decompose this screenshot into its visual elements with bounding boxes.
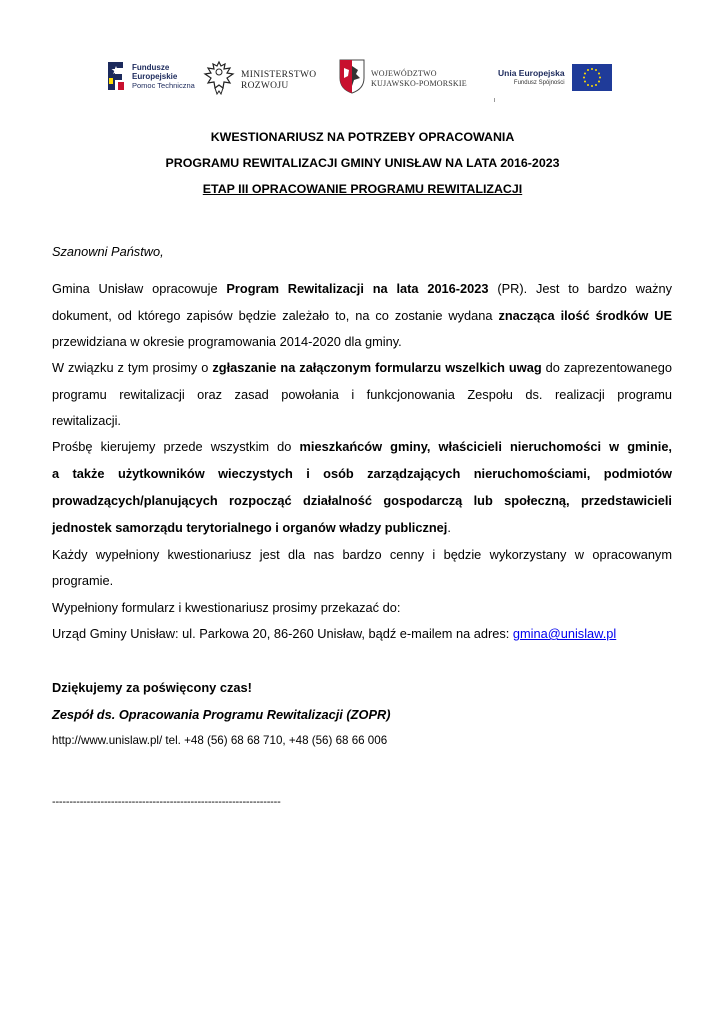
contact-line: http://www.unislaw.pl/ tel. +48 (56) 68 68 710, +48 (56) 68 66 006 [52,734,388,747]
fe-line3: Pomoc Techniczna [132,80,195,90]
fe-star-icon [106,60,126,92]
small-mark [494,98,495,102]
p2-line-2: programu rewitalizacji oraz zasad powołania i funkcjonowania Zespołu ds. realizacji programu [52,387,672,402]
fundusze-europejskie-logo [106,60,195,92]
thanks-line: Dziękujemy za poświęcony czas! [52,680,252,695]
p6-line [52,626,672,641]
p2-line-3: rewitalizacji. [52,413,121,428]
region-line1: WOJEWÓDZTWO [371,68,437,78]
p3-highlight-4: jednostek samorządu terytorialnego i organów władzy publicznej [52,520,448,535]
ministry-line1: MINISTERSTWO [241,69,317,80]
greeting: Szanowni Państwo, [52,244,164,259]
p3-highlight-1: mieszkańców gminy, właścicieli nieruchomości w gminie, [299,439,672,454]
email-link[interactable]: gmina@unislaw.pl [512,626,617,641]
separator-line: ------------------------------------------------------------------ [52,796,281,808]
team-signature: Zespół ds. Opracowania Programu Rewitalizacji (ZOPR) [52,707,391,722]
title-line-3: ETAP III OPRACOWANIE PROGRAMU REWITALIZACJI [202,182,523,196]
title-line-1: KWESTIONARIUSZ NA POTRZEBY OPRACOWANIA [210,130,515,144]
p6-address: Urząd Gminy Unisław: ul. Parkowa 20, 86-260 Unisław, bądź e-mailem na adres: [52,626,513,641]
p2-text-a: W związku z tym prosimy o [52,360,213,375]
eagle-emblem-icon [203,58,235,103]
p3-line-1 [52,439,672,454]
p1-text-a: Gmina Unisław opracowuje [52,281,227,296]
p1-line-2 [52,308,672,323]
ministry-line2: ROZWOJU [241,80,289,91]
coat-of-arms-icon [339,58,365,99]
region-line2: KUJAWSKO-POMORSKIE [371,78,467,88]
p3-line-2: a także użytkowników wieczystych i osób zarządzających nieruchomościami, podmiotów [52,466,672,481]
logo-strip [0,56,725,106]
p4-line-2: programie. [52,573,114,588]
p1-funds-highlight: znacząca ilość środków UE [498,308,672,323]
eu-flag-icon [572,64,612,91]
eu-line1: Unia Europejska [498,68,565,78]
eu-line2: Fundusz Spójności [513,80,565,86]
wojewodztwo-logo [339,58,467,99]
fe-line2: Europejskie [132,71,178,81]
p1-line-1 [52,281,672,296]
p3-text-a: Prośbę kierujemy przede wszystkim do [52,439,300,454]
p1-program-name: Program Rewitalizacji na lata 2016-2023 [226,281,489,296]
fe-line1: Fundusze [132,62,170,72]
p4-line-1: Każdy wypełniony kwestionariusz jest dla nas bardzo cenny i będzie wykorzystany w opracowanym [52,547,672,562]
p3-line-4 [52,520,672,535]
p3-line-3: prowadzących/planujących rozpocząć działalność gospodarczą lub społeczną, przedstawicieli [52,493,672,508]
unia-europejska-logo [498,64,612,91]
p2-highlight: zgłaszanie na załączonym formularzu wszelkich uwag [212,360,542,375]
p5-line: Wypełniony formularz i kwestionariusz prosimy przekazać do: [52,600,401,615]
title-line-2: PROGRAMU REWITALIZACJI GMINY UNISŁAW NA LATA 2016-2023 [165,156,560,170]
p2-text-c: do zaprezentowanego [541,360,672,375]
p1-text-d: dokument, od którego zapisów będzie zależało to, na co zostanie wydana [52,308,499,323]
p3-period: . [447,520,451,535]
p2-line-1 [52,360,672,375]
ministerstwo-rozwoju-logo [203,58,316,103]
p1-text-c: (PR). Jest to bardzo ważny [488,281,672,296]
p1-line-3: przewidziana w okresie programowania 2014-2020 dla gminy. [52,334,402,349]
